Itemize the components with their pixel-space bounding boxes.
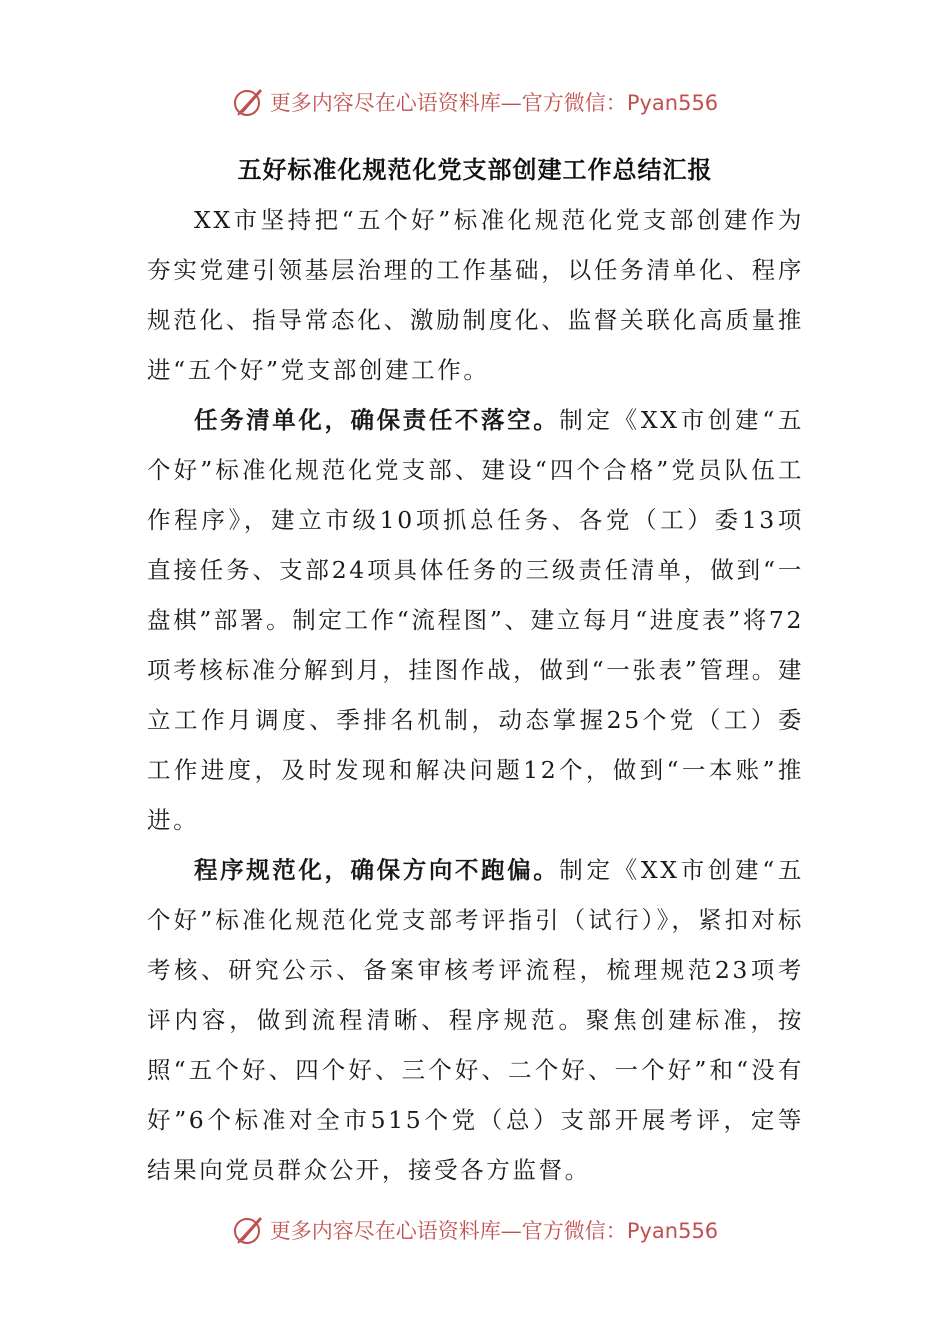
quill-pen-logo-icon <box>232 1213 266 1247</box>
watermark-text: 更多内容尽在心语资料库—官方微信：Pyan556 <box>269 1219 719 1243</box>
section-paragraph-1 <box>147 395 804 845</box>
wechat-id: Pyan556 <box>626 1219 719 1243</box>
section-lead-1: 任务清单化，确保责任不落空。 <box>194 406 560 434</box>
intro-paragraph: XX市坚持把“五个好”标准化规范化党支部创建作为夯实党建引领基层治理的工作基础，以任务清单化、程序规范化、指导常态化、激励制度化、监督关联化高质量推进“五个好”党支部创建工作。 <box>147 206 804 384</box>
section-lead-2: 程序规范化，确保方向不跑偏。 <box>194 856 560 884</box>
quill-pen-logo-icon <box>232 85 266 119</box>
watermark-text: 更多内容尽在心语资料库—官方微信：Pyan556 <box>269 91 719 115</box>
section-body-2: 制定《XX市创建“五个好”标准化规范化党支部考评指引（试行）》，紧扣对标考核、研究公示、备案审核考评流程，梳理规范23项考评内容，做到流程清晰、程序规范。聚焦创建标准，按照“五个好、四个好、三个好、二个好、一个好”和“没有好”6个标准对全市515个党（总）支部开展考评，定等结果向党员群众公开，接受各方监督。 <box>147 856 805 1184</box>
document-title: 五好标准化规范化党支部创建工作总结汇报 <box>237 156 713 184</box>
document-body <box>147 195 804 1195</box>
watermark-banner-bottom <box>0 1210 950 1250</box>
watermark-banner-top <box>0 82 950 122</box>
section-paragraph-2 <box>147 845 804 1195</box>
wechat-id: Pyan556 <box>626 91 719 115</box>
section-body-1: 制定《XX市创建“五个好”标准化规范化党支部、建设“四个合格”党员队伍工作程序》，建立市级10项抓总任务、各党（工）委13项直接任务、支部24项具体任务的三级责任清单，做到“一盘棋”部署。制定工作“流程图”、建立每月“进度表”将72项考核标准分解到月，挂图作战，做到“一张表”管理。建立工作月调度、季排名机制，动态掌握25个党（工）委工作进度，及时发现和解决问题12个，做到“一本账”推进。 <box>147 406 805 834</box>
